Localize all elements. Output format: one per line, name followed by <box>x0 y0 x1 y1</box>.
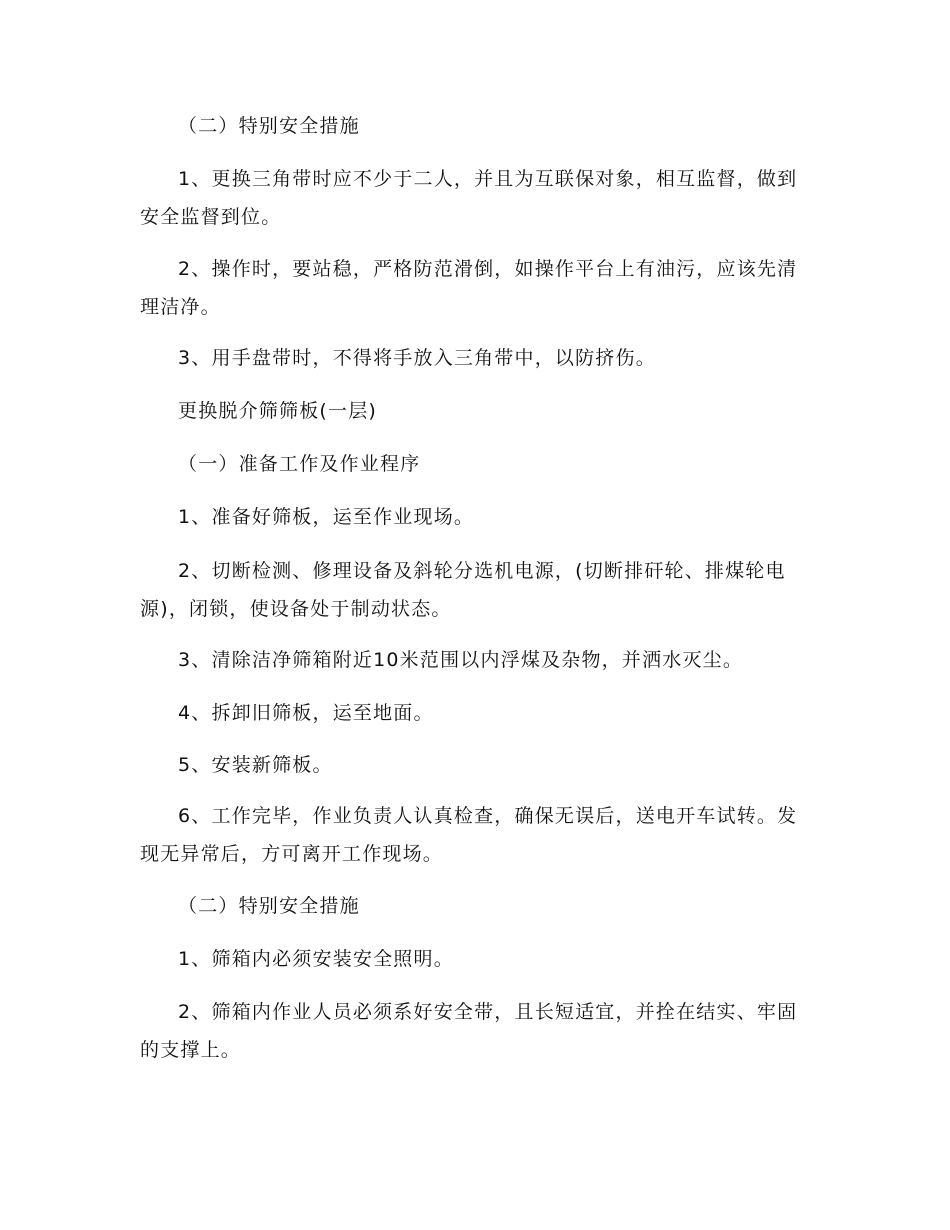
paragraph: 5、安装新筛板。 <box>178 754 333 776</box>
paragraph: 3、用手盘带时，不得将手放入三角带中，以防挤伤。 <box>178 347 656 369</box>
section-heading-special-safety: （二）特别安全措施 <box>178 115 360 137</box>
paragraph: 1、更换三角带时应不少于二人，并且为互联保对象，相互监督，做到安全监督到位。 <box>140 168 798 228</box>
paragraph: 2、切断检测、修理设备及斜轮分选机电源，(切断排矸轮、排煤轮电源)，闭锁，使设备处于制动状态。 <box>140 560 786 620</box>
paragraph: 2、筛箱内作业人员必须系好安全带，且长短适宜，并拴在结实、牢固的支撑上。 <box>140 1001 798 1061</box>
section-title: 更换脱介筛筛板(一层) <box>178 400 378 422</box>
paragraph: 1、准备好筛板，运至作业现场。 <box>178 506 475 528</box>
paragraph: 3、清除洁净筛箱附近10米范围以内浮煤及杂物，并洒水灭尘。 <box>178 649 744 671</box>
paragraph: 2、操作时，要站稳，严格防范滑倒，如操作平台上有油污，应该先清理洁净。 <box>140 258 798 318</box>
section-heading-preparation: （一）准备工作及作业程序 <box>178 453 421 475</box>
paragraph: 4、拆卸旧筛板，运至地面。 <box>178 702 434 724</box>
paragraph: 1、筛箱内必须安装安全照明。 <box>178 948 454 970</box>
paragraph: 6、工作完毕，作业负责人认真检查，确保无误后，送电开车试转。发现无异常后，方可离开工作现场。 <box>140 805 798 865</box>
section-heading-special-safety: （二）特别安全措施 <box>178 895 360 917</box>
